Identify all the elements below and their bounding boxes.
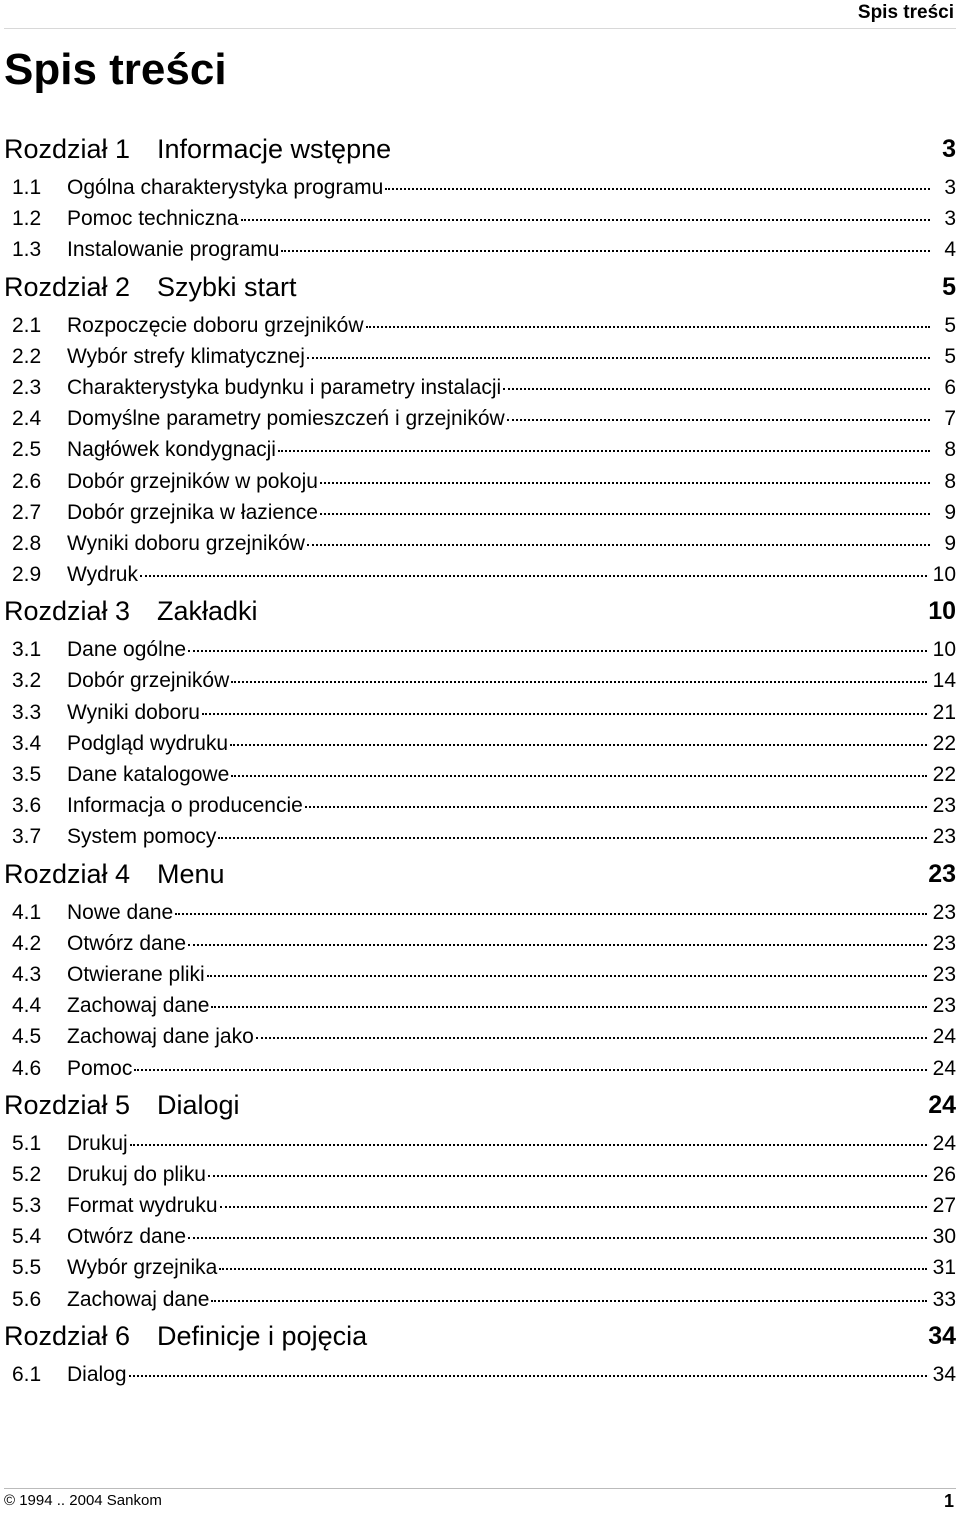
entry-number: 3.1 (12, 638, 42, 662)
entry-number: 3.7 (12, 825, 42, 849)
page-footer (4, 1488, 956, 1513)
dot-leader (207, 974, 927, 977)
toc-chapter[interactable] (4, 592, 956, 630)
toc-entry[interactable] (4, 372, 956, 403)
entry-page: 23 (932, 825, 956, 849)
entry-page: 5 (944, 313, 956, 337)
dot-leader (231, 774, 926, 777)
entry-page: 4 (944, 238, 956, 262)
entry-title: Rozpoczęcie doboru grzejników (67, 313, 364, 337)
chapter-page: 23 (928, 859, 956, 888)
dot-leader (256, 1036, 927, 1039)
chapter-title: Szybki start (157, 271, 297, 302)
entry-page: 8 (944, 438, 956, 462)
entry-title: Dobór grzejników (67, 669, 230, 693)
entry-page: 21 (932, 700, 956, 724)
dot-leader (175, 912, 926, 915)
toc-entry[interactable] (4, 434, 956, 465)
entry-page: 24 (932, 1056, 956, 1080)
entry-title: Format wydruku (67, 1194, 218, 1218)
entry-page: 27 (932, 1194, 956, 1218)
chapter-title: Informacje wstępne (157, 134, 392, 164)
entry-number: 5.4 (12, 1225, 42, 1249)
toc-chapter[interactable] (4, 855, 956, 893)
chapter-label: Rozdział 4 (4, 858, 131, 889)
chapter-label: Rozdział 1 (4, 134, 131, 164)
entry-page: 23 (932, 994, 956, 1018)
page-number: 1 (943, 1491, 954, 1511)
toc-entry[interactable] (4, 1190, 956, 1221)
dot-leader (140, 574, 927, 577)
entry-page: 7 (944, 407, 956, 431)
chapter-page: 34 (928, 1321, 956, 1350)
dot-leader (385, 187, 930, 190)
entry-page: 22 (932, 731, 956, 755)
dot-leader (241, 218, 930, 221)
entry-page: 23 (932, 794, 956, 818)
toc-entry[interactable] (4, 928, 956, 959)
toc-entry[interactable] (4, 1159, 956, 1190)
toc-entry[interactable] (4, 790, 956, 821)
entry-number: 4.2 (12, 931, 42, 955)
entry-title: Pomoc (67, 1056, 133, 1080)
toc-entry[interactable] (4, 1252, 956, 1283)
dot-leader (208, 1174, 927, 1177)
chapter-page: 5 (942, 272, 956, 301)
dot-leader (220, 1205, 927, 1208)
entry-title: Drukuj (67, 1131, 128, 1155)
chapter-title: Dialogi (157, 1089, 240, 1120)
entry-number: 2.5 (12, 438, 42, 462)
entry-page: 5 (944, 344, 956, 368)
dot-leader (211, 1005, 926, 1008)
toc-entry[interactable] (4, 759, 956, 790)
entry-page: 23 (932, 962, 956, 986)
toc-entry[interactable] (4, 203, 956, 234)
entry-number: 3.2 (12, 669, 42, 693)
toc-entry[interactable] (4, 990, 956, 1021)
dot-leader (305, 805, 927, 808)
entry-number: 3.6 (12, 794, 42, 818)
chapter-label: Rozdział 2 (4, 271, 131, 302)
running-header (4, 0, 956, 29)
entry-number: 4.1 (12, 900, 42, 924)
entry-title: Pomoc techniczna (67, 207, 239, 231)
toc-entry[interactable] (4, 821, 956, 852)
dot-leader (219, 1267, 926, 1270)
toc-entry[interactable] (4, 665, 956, 696)
entry-number: 4.6 (12, 1056, 42, 1080)
entry-number: 3.3 (12, 700, 42, 724)
entry-title: Otwórz dane (67, 931, 187, 955)
entry-title: Zachowaj dane jako (67, 1025, 254, 1049)
entry-title: Domyślne parametry pomieszczeń i grzejników (67, 407, 505, 431)
entry-number: 5.5 (12, 1256, 42, 1280)
toc-entry[interactable] (4, 1221, 956, 1252)
entry-number: 5.6 (12, 1287, 42, 1311)
entry-title: Charakterystyka budynku i parametry instalacji (67, 375, 502, 399)
toc-entry[interactable] (4, 697, 956, 728)
entry-title: Podgląd wydruku (67, 731, 229, 755)
dot-leader (231, 680, 926, 683)
chapter-label: Rozdział 5 (4, 1089, 131, 1120)
running-header-title: Spis treści (857, 2, 954, 23)
entry-page: 30 (932, 1225, 956, 1249)
entry-number: 4.3 (12, 962, 42, 986)
dot-leader (130, 1143, 927, 1146)
dot-leader (503, 387, 930, 390)
dot-leader (366, 325, 931, 328)
toc-entry[interactable] (4, 310, 956, 341)
entry-title: Wybór grzejnika (67, 1256, 218, 1280)
entry-title: Informacja o producencie (67, 794, 303, 818)
entry-title: Wyniki doboru (67, 700, 200, 724)
entry-number: 5.2 (12, 1162, 42, 1186)
dot-leader (307, 356, 930, 359)
chapter-page: 3 (942, 135, 956, 163)
dot-leader (278, 449, 930, 452)
entry-page: 6 (944, 375, 956, 399)
toc-entry[interactable] (4, 959, 956, 990)
chapter-label: Rozdział 6 (4, 1320, 131, 1351)
dot-leader (320, 512, 930, 515)
entry-number: 1.2 (12, 207, 42, 231)
entry-title: Dane katalogowe (67, 763, 230, 786)
entry-title: Nowe dane (67, 900, 174, 924)
chapter-page: 24 (928, 1090, 956, 1119)
entry-page: 3 (944, 176, 956, 199)
entry-page: 23 (932, 900, 956, 924)
entry-number: 2.8 (12, 531, 42, 555)
dot-leader (188, 1236, 927, 1239)
toc-entry[interactable] (4, 634, 956, 665)
toc-entry[interactable] (4, 1021, 956, 1052)
entry-number: 2.9 (12, 563, 42, 587)
entry-number: 2.1 (12, 313, 42, 337)
toc-entry[interactable] (4, 897, 956, 928)
table-of-contents (4, 128, 956, 1390)
dot-leader (188, 649, 927, 652)
toc-entry[interactable] (4, 1053, 956, 1084)
entry-number: 1.3 (12, 238, 42, 262)
dot-leader (320, 481, 930, 484)
copyright-notice: © 1994 .. 2004 Sankom (4, 1492, 162, 1509)
entry-page: 31 (932, 1256, 956, 1280)
entry-page: 26 (932, 1162, 956, 1186)
toc-entry[interactable] (4, 403, 956, 434)
entry-title: Otwórz dane (67, 1225, 187, 1249)
entry-page: 23 (932, 931, 956, 955)
chapter-label: Rozdział 3 (4, 596, 131, 627)
toc-chapter[interactable] (4, 268, 956, 306)
entry-title: Wydruk (67, 563, 138, 587)
chapter-title: Zakładki (157, 596, 258, 627)
toc-entry[interactable] (4, 497, 956, 528)
dot-leader (507, 418, 930, 421)
entry-title: Drukuj do pliku (67, 1162, 206, 1186)
toc-entry[interactable] (4, 172, 956, 203)
entry-page: 33 (932, 1287, 956, 1311)
entry-page: 10 (932, 638, 956, 662)
dot-leader (129, 1374, 927, 1377)
dot-leader (188, 943, 927, 946)
entry-number: 6.1 (12, 1362, 42, 1386)
entry-page: 8 (944, 469, 956, 493)
entry-number: 2.2 (12, 344, 42, 368)
chapter-title: Definicje i pojęcia (157, 1320, 368, 1351)
toc-entry[interactable] (4, 1128, 956, 1159)
toc-entry[interactable] (4, 1284, 956, 1315)
entry-title: Dane ogólne (67, 638, 187, 662)
toc-entry[interactable] (4, 728, 956, 759)
entry-title: Dobór grzejników w pokoju (67, 469, 318, 493)
entry-title: Ogólna charakterystyka programu (67, 176, 384, 199)
entry-title: Zachowaj dane (67, 1287, 210, 1311)
entry-page: 24 (932, 1025, 956, 1049)
toc-entry[interactable] (4, 559, 956, 590)
entry-number: 4.5 (12, 1025, 42, 1049)
entry-number: 1.1 (12, 176, 42, 199)
toc-entry[interactable] (4, 234, 956, 265)
chapter-title: Menu (157, 858, 225, 889)
entry-number: 2.6 (12, 469, 42, 493)
entry-title: Otwierane pliki (67, 962, 205, 986)
page-title: Spis treści (4, 45, 227, 94)
toc-chapter[interactable] (4, 1086, 956, 1124)
entry-number: 2.3 (12, 375, 42, 399)
entry-number: 3.4 (12, 731, 42, 755)
entry-number: 2.7 (12, 500, 42, 524)
entry-number: 5.1 (12, 1131, 42, 1155)
entry-page: 10 (932, 563, 956, 587)
entry-title: Wyniki doboru grzejników (67, 531, 305, 555)
dot-leader (230, 743, 927, 746)
entry-page: 24 (932, 1131, 956, 1155)
entry-page: 14 (932, 669, 956, 693)
entry-page: 9 (944, 500, 956, 524)
chapter-page: 10 (928, 597, 956, 626)
entry-number: 4.4 (12, 994, 42, 1018)
entry-title: Nagłówek kondygnacji (67, 438, 276, 462)
entry-page: 22 (932, 763, 956, 786)
entry-title: Instalowanie programu (67, 238, 280, 262)
dot-leader (281, 249, 930, 252)
entry-page: 9 (944, 531, 956, 555)
entry-number: 5.3 (12, 1194, 42, 1218)
entry-title: Zachowaj dane (67, 994, 210, 1018)
entry-title: Dobór grzejnika w łazience (67, 500, 318, 524)
entry-page: 3 (944, 207, 956, 231)
dot-leader (211, 1299, 926, 1302)
entry-title: Dialog (67, 1362, 127, 1386)
toc-chapter[interactable] (4, 130, 956, 168)
toc-chapter[interactable] (4, 1317, 956, 1355)
entry-title: System pomocy (67, 825, 217, 849)
dot-leader (202, 712, 927, 715)
toc-entry[interactable] (4, 528, 956, 559)
dot-leader (134, 1068, 926, 1071)
toc-entry[interactable] (4, 341, 956, 372)
entry-title: Wybór strefy klimatycznej (67, 344, 305, 368)
entry-number: 3.5 (12, 763, 42, 786)
entry-page: 34 (932, 1362, 956, 1386)
toc-entry[interactable] (4, 466, 956, 497)
dot-leader (307, 543, 930, 546)
entry-number: 2.4 (12, 407, 42, 431)
dot-leader (218, 836, 926, 839)
toc-entry[interactable] (4, 1359, 956, 1390)
